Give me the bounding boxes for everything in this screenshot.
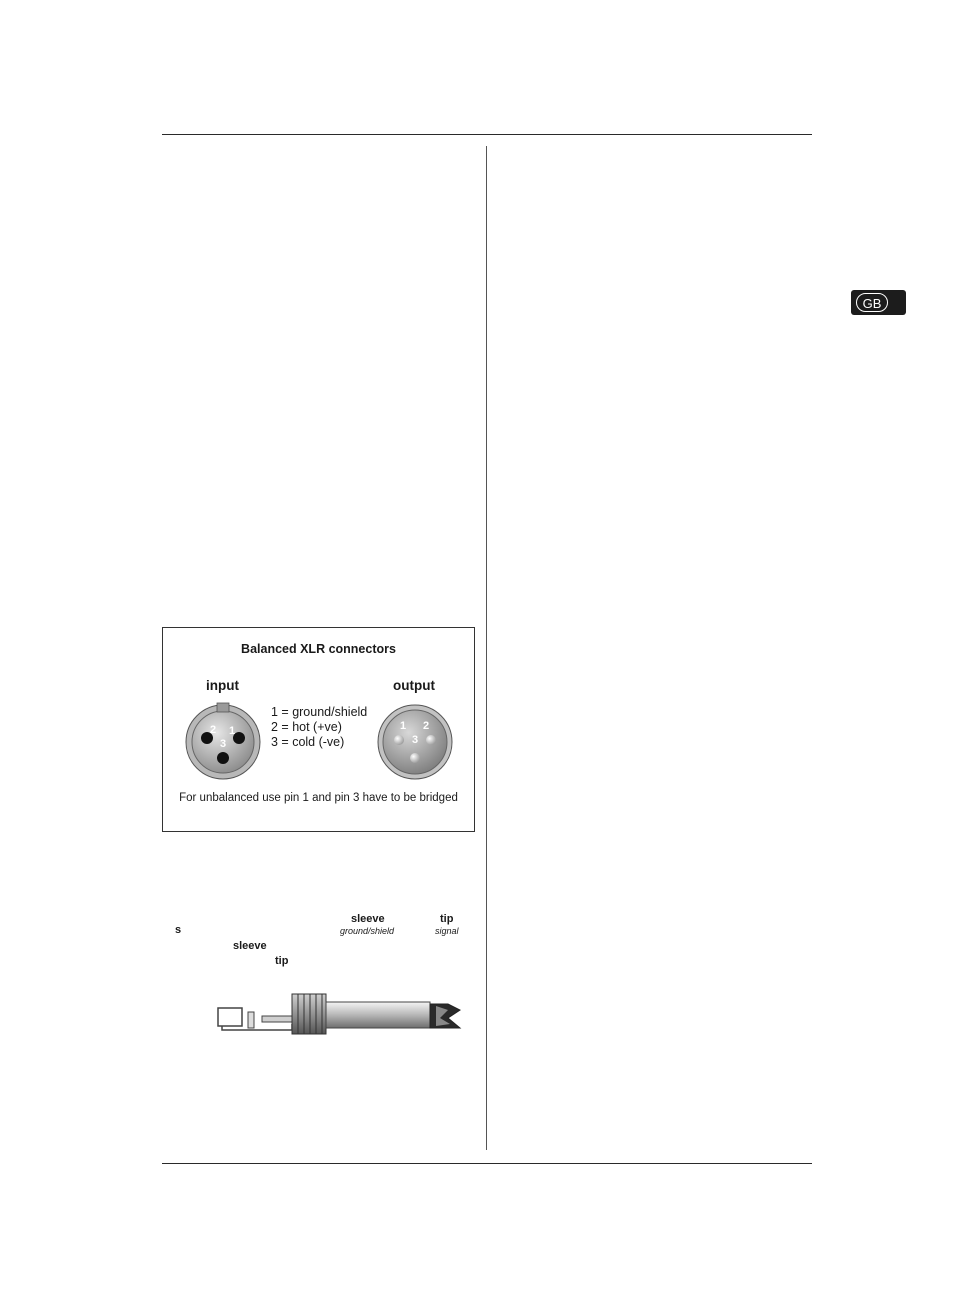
xlr-note: For unbalanced use pin 1 and pin 3 have to be bridged	[179, 792, 458, 804]
jack-sleeve-sublabel: ground/shield	[340, 926, 395, 936]
xlr-output-label: output	[393, 678, 435, 693]
jack-sleeve-label-right: sleeve	[351, 913, 385, 925]
jack-tip-label-left: tip	[275, 955, 289, 967]
jack-tip-sublabel: signal	[435, 926, 459, 936]
jack-plug-icon	[212, 988, 464, 1038]
output-pin-1: 1	[400, 720, 407, 732]
column-divider	[486, 146, 487, 1150]
pin-legend-3: 3 = cold (-ve)	[271, 735, 345, 749]
xlr-input-label: input	[206, 678, 239, 693]
input-pin-1: 1	[229, 725, 236, 737]
input-pin-3: 3	[220, 738, 227, 750]
output-pin-2: 2	[423, 720, 430, 732]
jack-s-label: s	[175, 924, 182, 936]
pin-legend-1: 1 = ground/shield	[271, 705, 368, 719]
jack-tip-label-right: tip	[440, 913, 454, 925]
xlr-figure	[162, 627, 475, 832]
input-pin-2: 2	[210, 724, 217, 736]
language-badge-label: GB	[856, 293, 888, 312]
top-rule	[162, 134, 812, 135]
bottom-rule	[162, 1163, 812, 1164]
output-pin-3: 3	[412, 734, 419, 746]
pin-legend-2: 2 = hot (+ve)	[271, 720, 342, 734]
jack-sleeve-label-left: sleeve	[233, 940, 267, 952]
language-badge	[851, 290, 906, 315]
xlr-title: Balanced XLR connectors	[241, 642, 396, 656]
